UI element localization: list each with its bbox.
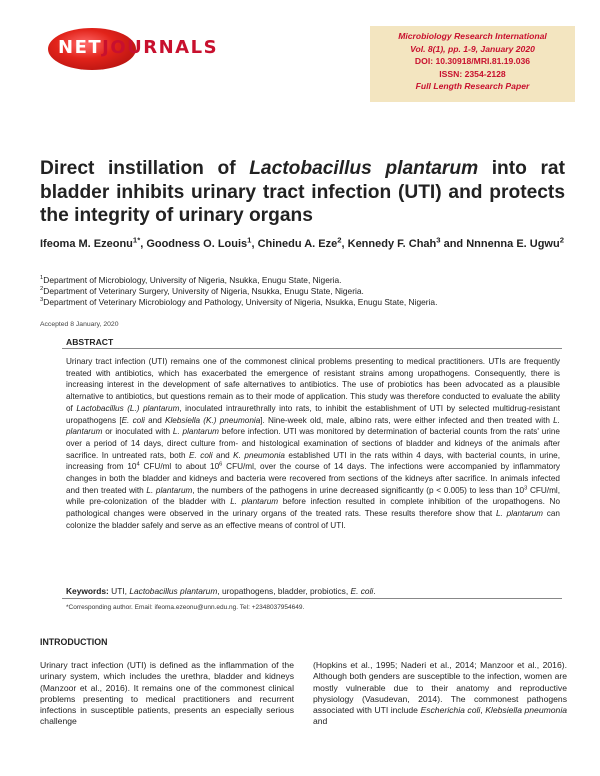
title-species: Lactobacillus plantarum — [249, 158, 479, 179]
author: Chinedu A. Eze$^2$, — [257, 235, 348, 250]
journal-doi[interactable]: DOI: 10.30918/MRI.81.19.036 — [414, 56, 531, 67]
abstract-divider-top — [62, 348, 562, 349]
publisher-logo — [44, 26, 219, 76]
affiliation: $^3$Department of Veterinary Microbiology and Pathology, University of Nigeria, Nsukka, Enugu State, Nigeria. — [40, 297, 438, 308]
abstract-text: Urinary tract infection (UTI) remains one of the commonest clinical problems presenting to medical practitioners. UTIs are frequently treated with antibiotics, which has exacerbated the emergence of resistant strains among uropathogens. Consequently, there is increasing interest in the development of safe alternatives to antibiotics. The use of probiotics has been advocated as a plausible alternative to antibiotics, but questions remain as to their mode of application. This study was therefore conducted to evaluate the ability of Lactobacillus (L.) plantarum, inoculated intraurethrally into rats, to inhibit the establishment of UTI by selected multidrug-resistant uropathogens [E. coli and Klebsiella (K.) pneumonia]. Nine-week old, male, albino rats, were either infected and then treated with L. plantarum or inoculated with L. plantarum before infection. UTI was monitored by determination of bacterial counts from the rats' urine over a period of 14 days, direct culture from- and histological examination of sections of bladder and kidneys of the animals after sacrifice. In untreated rats, both E. coli and K. pneumonia established UTI in the rats within 4 days, with bacterial counts, in urine, increasing from $10^4$ CFU/ml to about $10^6$ CFU/ml, over the course of 14 days. The infections were accompanied by inflammatory changes in both the bladder and kidneys and bacteria were recovered from sections of the kidneys after sacrifice. In animals infected and then treated with L. plantarum, the numbers of the pathogens in urine decreased significantly (p < 0.005) to less than $10^3$ CFU/ml, while pre-colonization of the bladder with L. plantarum before infection resulted in complete inhibition of the uropathogens. No pathological changes were observed in the urinary organs of the treated rats. These results therefore show that L. plantarum can colonize the bladder safely and serve as an effective means of control of UTI. — [66, 357, 561, 530]
journal-name: Microbiology Research International — [398, 31, 547, 41]
keywords-label: Keywords: — [66, 586, 109, 596]
journal-info-box — [370, 26, 575, 102]
title-part2: into rat bladder inhibits urinary tract infection (UTI) and protects the integrity of urinary organs — [40, 158, 565, 227]
author: Kennedy F. Chah$^3$ and — [347, 235, 467, 250]
accepted-date: Accepted 8 January, 2020 — [40, 321, 119, 328]
abstract-divider-bottom — [62, 598, 562, 599]
affiliations — [40, 275, 565, 309]
article-type: Full Length Research Paper — [415, 81, 530, 92]
author: Goodness O. Louis$^1$, — [146, 235, 258, 250]
intro-column-right: (Hopkins et al., 1995; Naderi et al., 2014; Manzoor et al., 2016). Although both genders are susceptible to the infection, women are mostly vulnerable due to their anatomy and reproductive physiology (Vasudevan, 2014). The commonest pathogens associated with UTI include Escherichia coli, Klebsiella pneumonia and — [313, 660, 568, 727]
affiliation: $^1$Department of Microbiology, University of Nigeria, Nsukka, Enugu State, Nigeria. — [40, 275, 342, 285]
abstract-heading: ABSTRACT — [66, 337, 114, 347]
affiliation: $^2$Department of Veterinary Surgery, University of Nigeria, Nsukka, Enugu State, Nigeria. — [40, 286, 364, 297]
title-part1: Direct instillation of — [40, 158, 250, 179]
corresponding-author: *Corresponding author. Email: ifeoma.ezeonu@unn.edu.ng. Tel: +2348037954649. — [66, 604, 305, 611]
author-list — [40, 237, 565, 252]
intro-column-left: Urinary tract infection (UTI) is defined as the inflammation of the urinary system, which includes the urethra, bladder and kidneys (Manzoor et al., 2016). It remains one of the commonest clinical problems presenting to medical practitioners and recurrent infections in susceptible patients, presents an especially serious challenge — [40, 660, 294, 727]
journal-issn: ISSN: 2354-2128 — [439, 68, 506, 79]
logo-text — [58, 37, 218, 58]
section-heading-introduction: INTRODUCTION — [40, 637, 108, 647]
logo-text-journals: JOURNALS — [102, 37, 219, 58]
keywords: Keywords: UTI, Lactobacillus plantarum, uropathogens, bladder, probiotics, E. coli. — [66, 586, 376, 596]
author: Nnnenna E. Ugwu$^2$ — [466, 235, 564, 250]
logo-text-net: NET — [58, 37, 103, 58]
article-title — [40, 157, 565, 228]
author: Ifeoma M. Ezeonu$^{1*}$, — [40, 235, 147, 250]
journal-volume: Vol. 8(1), pp. 1-9, January 2020 — [410, 43, 535, 54]
